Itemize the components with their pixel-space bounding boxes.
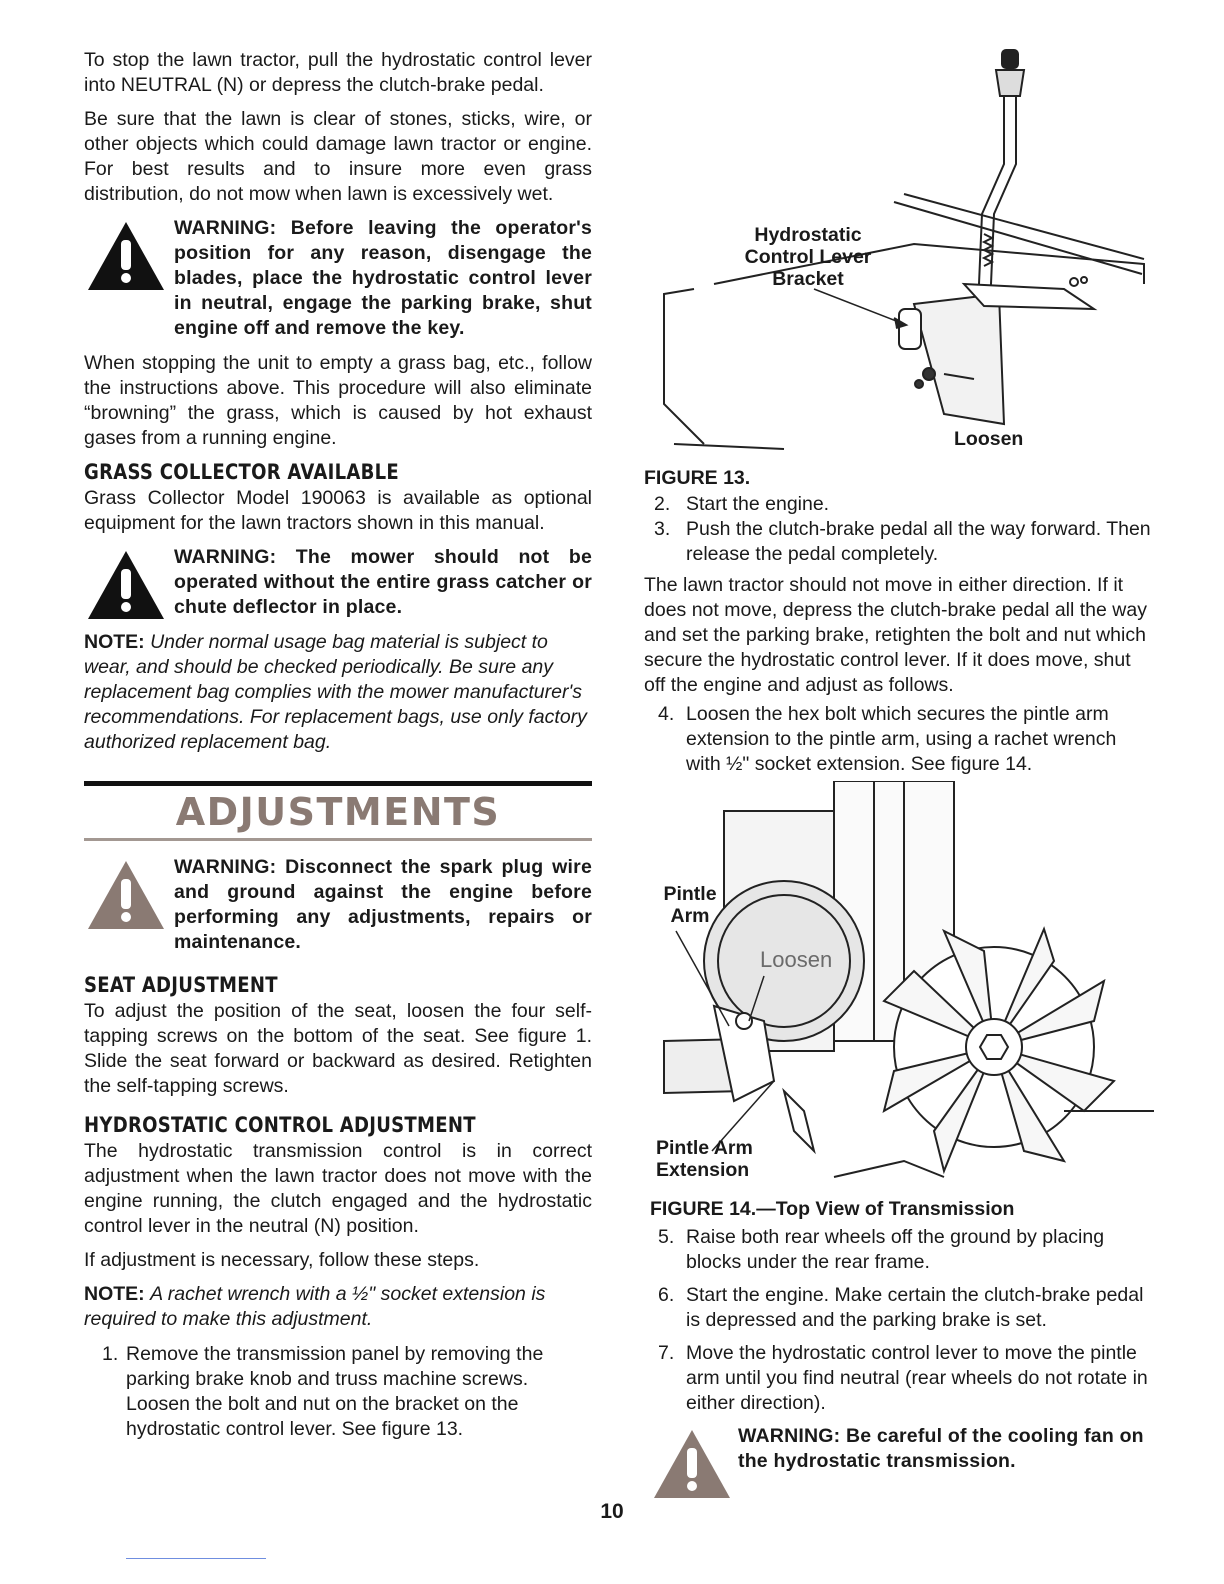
paragraph-stop-tractor: To stop the lawn tractor, pull the hydrostatic control lever into NEUTRAL (N) or depress the clutch-brake pedal. (84, 49, 592, 96)
page-number: 10 (600, 1500, 624, 1523)
warning-leaving-position (84, 216, 592, 341)
warning-cooling-fan (644, 1424, 1154, 1474)
heading-grass-collector: GRASS COLLECTOR AVAILABLE (84, 460, 400, 484)
list-item (644, 1225, 1154, 1275)
step-text: Remove the transmission panel by removing the parking brake knob and truss machine screws. Loosen the bolt and nut on the bracket on the hydrostatic control lever. See figure 13. (126, 1343, 544, 1440)
paragraph-if-necessary: If adjustment is necessary, follow these steps. (84, 1249, 480, 1271)
steps-list-b (644, 1225, 1154, 1416)
warning-text: WARNING: Disconnect the spark plug wire and ground against the engine before performing any adjustments, repairs or maintenance. (174, 856, 592, 953)
label-line: Pintle (663, 883, 717, 905)
label-pintle-arm-extension (656, 1137, 753, 1181)
paragraph-should-not-move: The lawn tractor should not move in either direction. If it does not move, depress the clutch-brake pedal all the way and set the parking brake, retighten the bolt and nut which secure the hydrostatic control lever. If it does move, shut off the engine and adjust as follows. (644, 574, 1147, 696)
figure-14-caption: FIGURE 14.—Top View of Transmission (650, 1198, 1015, 1220)
step-number: 1. (102, 1343, 119, 1365)
label-loosen-fig14: Loosen (760, 947, 833, 972)
label-line: Bracket (772, 268, 844, 290)
warning-text: WARNING: Be careful of the cooling fan on the hydrostatic transmission. (738, 1425, 1144, 1472)
warning-triangle-icon (86, 220, 166, 292)
transmission-top-view-illustration (644, 781, 1154, 1195)
label-line: Pintle Arm (656, 1137, 753, 1159)
note-rachet-wrench (84, 1282, 592, 1332)
label-line: Hydrostatic (754, 224, 862, 246)
warning-triangle-icon (86, 549, 166, 621)
figure-14 (644, 781, 1154, 1195)
heading-hydrostatic-adjustment: HYDROSTATIC CONTROL ADJUSTMENT (84, 1113, 476, 1137)
step-text: Move the hydrostatic control lever to move the pintle arm until you find neutral (rear wheels do not rotate in either direction). (686, 1342, 1148, 1414)
warning-text: WARNING: Before leaving the operator's position for any reason, disengage the blades, place the hydrostatic control lever in neutral, engage the parking brake, shut engine off and remove the key. (174, 217, 592, 339)
list-item (644, 702, 1154, 777)
note-label: NOTE: (84, 1283, 145, 1305)
step-text: Raise both rear wheels off the ground by placing blocks under the rear frame. (686, 1226, 1105, 1273)
note-bag-material (84, 630, 592, 755)
hydrostatic-lever-bracket-illustration (644, 44, 1154, 464)
list-item (644, 1341, 1154, 1416)
label-line: Control Lever (744, 246, 872, 268)
step-number: 6. (658, 1284, 675, 1306)
steps-list-left (84, 1342, 592, 1442)
list-item (644, 492, 1154, 517)
heading-seat-adjustment: SEAT ADJUSTMENT (84, 973, 278, 997)
list-item (644, 517, 1154, 567)
note-text: Under normal usage bag material is subject to wear, and should be checked periodically. Be sure any replacement bag complies with the mower manufacturer's recommendations. For replacement bags, use only factory authorized replacement bag. (84, 631, 587, 753)
note-text: A rachet wrench with a ½" socket extension is required to make this adjustment. (84, 1283, 546, 1330)
warning-triangle-icon (86, 859, 166, 931)
label-line: Arm (670, 905, 710, 927)
label-bracket (738, 224, 878, 290)
paragraph-hydrostatic: The hydrostatic transmission control is in correct adjustment when the lawn tractor does not move with the engine running, the clutch engaged and the hydrostatic control lever in the neutral (N) position. (84, 1140, 592, 1237)
step-number: 5. (658, 1226, 675, 1248)
paragraph-clear-lawn: Be sure that the lawn is clear of stones, sticks, wire, or other objects which could damage lawn tractor or engine. For best results and to insure more even grass distribution, do not mow when lawn is excessively wet. (84, 108, 592, 205)
figure-13-caption: FIGURE 13. (644, 467, 751, 489)
paragraph-browning: When stopping the unit to empty a grass bag, etc., follow the instructions above. This procedure will also eliminate “browning” the grass, which is caused by hot exhaust gases from a running engine. (84, 352, 592, 449)
right-column (644, 44, 1154, 1484)
left-column (84, 48, 592, 1450)
banner-bottom-rule (84, 838, 592, 841)
note-label: NOTE: (84, 631, 145, 653)
section-title: ADJUSTMENTS (175, 790, 501, 834)
warning-spark-plug (84, 855, 592, 955)
label-pintle-arm (660, 883, 720, 927)
label-line: Extension (656, 1159, 750, 1181)
warning-grass-catcher (84, 545, 592, 620)
warning-triangle-icon (652, 1428, 732, 1500)
list-item (84, 1342, 592, 1442)
paragraph-seat: To adjust the position of the seat, loosen the four self-tapping screws on the bottom of the seat. See figure 1. Slide the seat forward or backward as desired. Retighten the self-tapping screws. (84, 1000, 592, 1097)
list-item (644, 1283, 1154, 1333)
step-number: 4. (658, 703, 675, 725)
steps-list-step4 (644, 702, 1154, 777)
step-text: Loosen the hex bolt which secures the pintle arm extension to the pintle arm, using a rachet wrench with ½" socket extension. See figure 14. (686, 703, 1117, 775)
step-text: Start the engine. (686, 493, 830, 515)
step-number: 7. (658, 1342, 675, 1364)
step-number: 2. (654, 493, 671, 515)
adjustments-banner (84, 781, 592, 841)
paragraph-grass-collector: Grass Collector Model 190063 is available as optional equipment for the lawn tractors shown in this manual. (84, 487, 592, 534)
warning-text: WARNING: The mower should not be operated without the entire grass catcher or chute deflector in place. (174, 546, 592, 618)
figure-13 (644, 44, 1154, 464)
step-text: Push the clutch-brake pedal all the way forward. Then release the pedal completely. (686, 518, 1151, 565)
step-number: 3. (654, 518, 671, 540)
footer-rule (126, 1558, 266, 1559)
steps-list-a (644, 492, 1154, 567)
step-text: Start the engine. Make certain the clutch-brake pedal is depressed and the parking brake is set. (686, 1284, 1144, 1331)
label-loosen: Loosen (954, 428, 1024, 450)
